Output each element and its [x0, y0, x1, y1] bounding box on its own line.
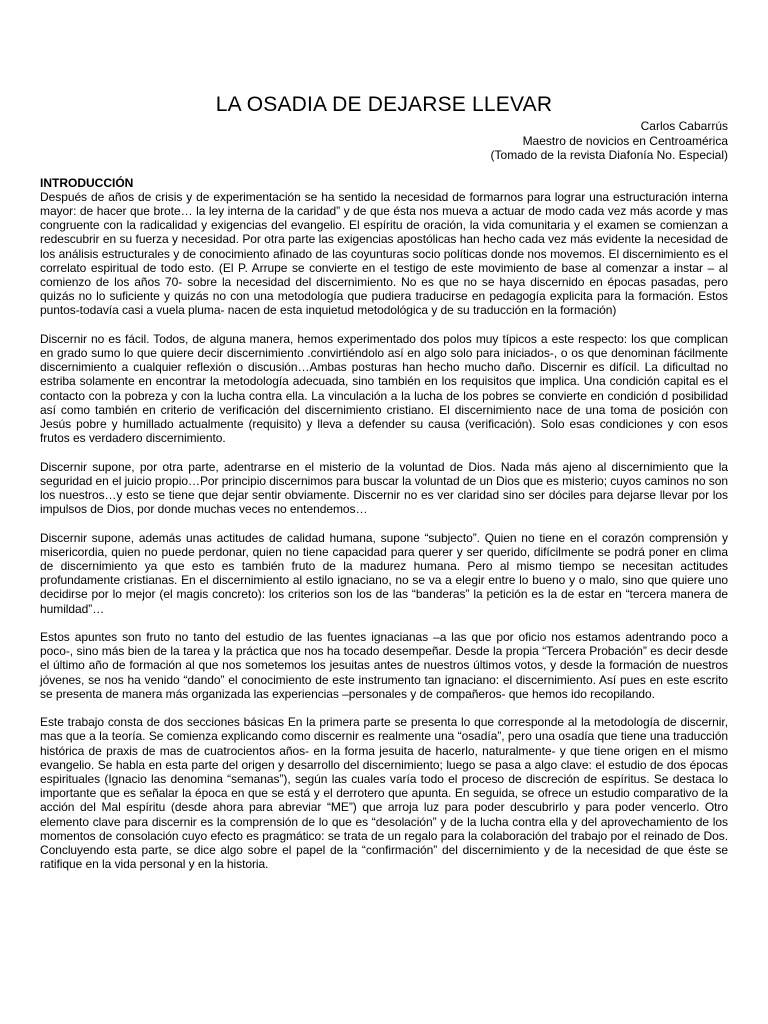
author-name: Carlos Cabarrús — [640, 119, 728, 133]
document-body — [40, 190, 728, 872]
document-page — [40, 92, 728, 871]
author-role: Maestro de novicios en Centroamérica — [522, 133, 728, 148]
source-note: (Tomado de la revista Diafonía No. Especial) — [490, 148, 728, 162]
paragraph: Discernir supone, además unas actitudes de calidad humana, supone “subjecto”. Quien no tiene en el corazón comprensión y misericordia, quien no puede perdonar, quien no tiene capacidad para querer y ser querido, difícilmente se podrá poner en clima de discernimiento ya que esto es también fruto de la madurez humana. Pero al mismo tiempo se necesitan actitudes profundamente cristianas. En el discernimiento al estilo ignaciano, no se va a elegir entre lo bueno y o malo, sino que quiere uno decidirse por lo mejor (el magis concreto): los criterios son los de las “banderas” la petición es la de estar en “tercera manera de humildad”… — [40, 530, 728, 616]
paragraph: Discernir supone, por otra parte, adentrarse en el misterio de la voluntad de Dios. Nada más ajeno al discernimiento que la seguridad en el juicio propio…Por principio discernimos para buscar la voluntad de un Dios que es misterio; cuyos caminos no son los nuestros…y esto se tiene que dejar sentir obviamente. Discernir no es ver claridad sino ser dóciles para dejarse llevar por los impulsos de Dios, por donde muchas veces no entendemos… — [40, 459, 728, 517]
document-title: LA OSADIA DE DEJARSE LLEVAR — [215, 93, 553, 116]
section-heading: INTRODUCCIÓN — [40, 175, 134, 190]
paragraph: Discernir no es fácil. Todos, de alguna manera, hemos experimentado dos polos muy típicos a este respecto: los que complican en grado sumo lo que quiere decir discernimiento .convirtiéndolo así en algo solo para iniciados-, o os que denominan fácilmente discernimiento a cualquier reflexión o discusión…Ambas posturas han hecho mucho daño. Discernir es difícil. La dificultad no estriba solamente en encontrar la metodología adecuada, sino también en los requisitos que implica. Una condición capital es el contacto con la pobreza y con la lucha contra ella. La vinculación a la lucha de los pobres se convierte en condición d posibilidad así como también en criterio de verificación del discernimiento cristiano. El discernimiento nace de una toma de posición con Jesús pobre y humillado actualmente (requisito) y lleva a defender su causa (verificación). Solo esas condiciones y con esos frutos es verdadero discernimiento. — [40, 331, 728, 446]
paragraph: Estos apuntes son fruto no tanto del estudio de las fuentes ignacianas –a las que por oficio nos estamos adentrando poco a poco-, sino más bien de la tarea y la práctica que nos ha tocado desempeñar. Desde la propia “Tercera Probación” es decir desde el último año de formación al que nos sometemos los jesuitas antes de nuestros últimos votos, y desde la formación de nuestros jóvenes, se nos ha venido “dando” el conocimiento de este instrumento tan ignaciano: el discernimiento. Así pues en este escrito se presenta de manera más organizada las experiencias –personales y de compañeros- que hemos ido recopilando. — [40, 629, 728, 701]
paragraph: Este trabajo consta de dos secciones básicas En la primera parte se presenta lo que corresponde al la metodología de discernir, mas que a la teoría. Se comienza explicando como discernir es realmente una “osadía”, pero una osadía que tiene una traducción histórica de praxis de mas de cuatrocientos años- en la forma jesuita de hacerlo, naturalmente- y que tiene origen en el mismo evangelio. Se habla en esta parte del origen y desarrollo del discernimiento; luego se pasa a algo clave: el estudio de dos épocas espirituales (Ignacio las denomina “semanas”), según las cuales varía todo el proceso de discreción de espíritus. Se destaca lo importante que es señalar la época en que se está y el derrotero que apunta. En seguida, se ofrece un estudio comparativo de la acción del Mal espíritu (desde ahora para abreviar “ME”) que arroja luz para poder descubrirlo y para poder vencerlo. Otro elemento clave para discernir es la comprensión de lo que es “desolación” y de la lucha contra ella y del aprovechamiento de los momentos de consolación cuyo efecto es pragmático: se trata de un regalo para la colaboración del trabajo por el reinado de Dos. Concluyendo esta parte, se dice algo sobre el papel de la “confirmación” del discernimiento y de la necesidad de que éste se ratifique en la vida personal y en la historia. — [40, 715, 728, 872]
author-byline — [40, 119, 728, 163]
paragraph: Después de años de crisis y de experimentación se ha sentido la necesidad de formarnos para lograr una estructuración interna mayor: de hacer que brote… la ley interna de la caridad” y de que ésta nos mueva a actuar de modo cada vez más acorde y mas congruente con la radicalidad y exigencias del evangelio. El espíritu de oración, la vida comunitaria y el examen se comienzan a redescubrir en su fuerza y necesidad. Por otra parte las exigencias apostólicas han hecho cada vez más evidente la necesidad de los análisis estructurales y de conocimiento afinado de las coyunturas socio políticas donde nos movemos. El discernimiento es el correlato espiritual de todo esto. (El P. Arrupe se convierte en el testigo de este movimiento de base al comenzar a instar – al comienzo de los años 70- sobre la necesidad del discernimiento. No es que no se haya discernido en épocas pasadas, pero quizás no lo suficiente y quizás no con una metodología que pudiera traducirse en pedagogía explicita para la formación. Estos puntos-todavía casi a vuela pluma- nacen de esta inquietud metodológica y de su traducción en la formación) — [40, 189, 728, 318]
